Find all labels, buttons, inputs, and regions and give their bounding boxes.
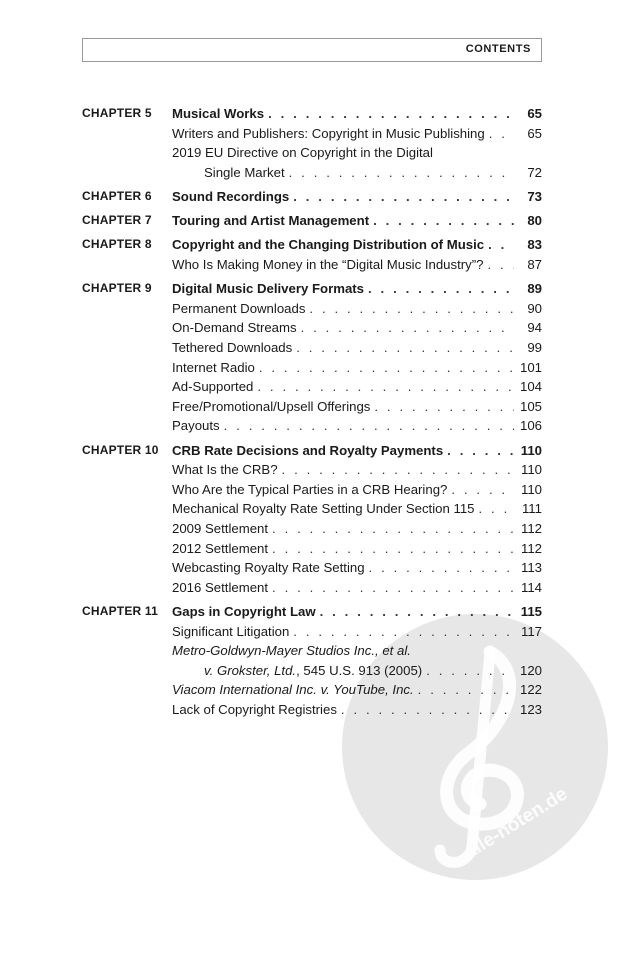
leader-dots [259, 358, 514, 377]
leader-dots [257, 377, 514, 396]
entry-title: 2019 EU Directive on Copyright in the Digital [172, 145, 433, 161]
page-number: 122 [519, 682, 542, 698]
page-number: 80 [527, 213, 542, 229]
page-number: 104 [519, 379, 542, 395]
leader-dots [451, 480, 514, 499]
entry-title: Who Is Making Money in the “Digital Music Industry”? [172, 257, 484, 272]
section-entry[interactable] [172, 416, 542, 435]
page-number: 87 [527, 257, 542, 272]
entry-title: Copyright and the Changing Distribution of Music [172, 237, 485, 253]
section-entry[interactable] [172, 480, 542, 499]
running-header [82, 38, 542, 62]
page-number: 110 [520, 462, 542, 478]
entry-title: Permanent Downloads [172, 300, 306, 316]
entry-title: Touring and Artist Management [172, 213, 370, 229]
page-number: 101 [519, 359, 542, 375]
section-entry[interactable] [172, 163, 542, 182]
leader-dots [368, 279, 514, 298]
section-entry[interactable] [172, 358, 542, 377]
chapter-title-entry[interactable] [172, 187, 542, 206]
page-number: 105 [519, 398, 542, 414]
entry-title: Payouts [172, 418, 220, 434]
chapter-label: CHAPTER 11 [82, 604, 159, 618]
section-entry[interactable] [172, 397, 542, 416]
chapter-label: CHAPTER 8 [82, 237, 152, 252]
page-number: 83 [527, 237, 542, 253]
chapter-label: CHAPTER 5 [82, 106, 152, 120]
chapter-title-entry[interactable] [172, 602, 542, 621]
chapter-title-entry[interactable] [172, 235, 542, 254]
page-number: 65 [527, 106, 542, 121]
entry-title: Free/Promotional/Upsell Offerings [172, 398, 371, 414]
leader-dots [224, 416, 514, 435]
section-entry[interactable] [172, 124, 542, 143]
entry-title: Single Market [204, 164, 285, 180]
section-entry[interactable] [172, 661, 542, 680]
entry-title: Tethered Downloads [172, 340, 293, 355]
entry-title: Digital Music Delivery Formats [172, 281, 365, 297]
leader-dots [369, 558, 514, 577]
page-number: 114 [520, 579, 542, 595]
page-number: 73 [527, 189, 542, 204]
section-entry[interactable] [172, 377, 542, 396]
entry-title: Writers and Publishers: Copyright in Music Publishing [172, 125, 485, 141]
page-number: 112 [520, 540, 542, 556]
entry-title: Webcasting Royalty Rate Setting [172, 560, 365, 576]
section-entry[interactable] [172, 519, 542, 538]
page-number: 89 [527, 281, 542, 297]
leader-dots [479, 499, 514, 518]
section-entry[interactable] [172, 558, 542, 577]
section-entry[interactable] [172, 143, 542, 162]
leader-dots [296, 338, 514, 357]
section-entry[interactable] [172, 318, 542, 337]
section-entry[interactable] [172, 539, 542, 558]
leader-dots [341, 700, 514, 719]
running-header-label: CONTENTS [465, 43, 531, 55]
entry-title: On-Demand Streams [172, 320, 297, 336]
entry-title: 2009 Settlement [172, 521, 269, 536]
entry-title: 2016 Settlement [172, 579, 269, 595]
leader-dots [301, 318, 514, 337]
leader-dots [293, 622, 514, 641]
entry-title: Gaps in Copyright Law [172, 604, 316, 619]
section-entry[interactable] [172, 680, 542, 699]
page-number: 120 [519, 662, 542, 678]
page-number: 72 [527, 164, 542, 180]
entry-title: Viacom International Inc. v. YouTube, Inc. [172, 682, 414, 698]
entry-title: Mechanical Royalty Rate Setting Under Section 115 [172, 501, 475, 517]
section-entry[interactable] [172, 700, 542, 719]
entry-title: Metro-Goldwyn-Mayer Studios Inc., et al. [172, 643, 411, 659]
chapter-title-entry[interactable] [172, 279, 542, 298]
entry-title: Internet Radio [172, 359, 255, 375]
leader-dots [282, 460, 514, 479]
section-entry[interactable] [172, 255, 542, 274]
page-number: 113 [520, 560, 542, 576]
leader-dots [272, 578, 514, 597]
entry-title: 2012 Settlement [172, 540, 269, 556]
leader-dots [487, 255, 514, 274]
section-entry[interactable] [172, 338, 542, 357]
leader-dots [373, 211, 514, 230]
page-number: 65 [527, 125, 542, 141]
leader-dots [426, 661, 514, 680]
page-number: 112 [520, 521, 542, 536]
leader-dots [418, 680, 514, 699]
section-entry[interactable] [172, 299, 542, 318]
page-number: 111 [521, 501, 542, 517]
leader-dots [374, 397, 514, 416]
chapter-label: CHAPTER 6 [82, 189, 152, 203]
page-number: 110 [520, 442, 542, 458]
leader-dots [268, 104, 514, 123]
section-entry[interactable] [172, 641, 542, 660]
entry-title: Ad-Supported [172, 379, 254, 395]
leader-dots [272, 539, 514, 558]
chapter-label: CHAPTER 7 [82, 213, 152, 228]
chapter-title-entry[interactable] [172, 104, 542, 123]
entry-title: Lack of Copyright Registries [172, 702, 337, 717]
chapter-label: CHAPTER 10 [82, 442, 159, 457]
watermark-text: alle-noten.de [460, 783, 572, 864]
section-entry[interactable] [172, 578, 542, 597]
entry-title: Sound Recordings [172, 189, 290, 204]
entry-title: Who Are the Typical Parties in a CRB Hearing? [172, 481, 448, 497]
page-number: 110 [520, 481, 542, 497]
leader-dots [272, 519, 514, 538]
section-entry[interactable] [172, 622, 542, 641]
entry-title: v. Grokster, Ltd., 545 U.S. 913 (2005) [204, 662, 423, 678]
page-number: 94 [527, 320, 542, 336]
section-entry[interactable] [172, 460, 542, 479]
page-number: 90 [527, 300, 542, 316]
chapter-title-entry[interactable] [172, 441, 542, 460]
page-number: 115 [520, 604, 542, 619]
entry-title: Musical Works [172, 106, 265, 121]
leader-dots [320, 602, 514, 621]
entry-title: CRB Rate Decisions and Royalty Payments [172, 442, 444, 458]
entry-title: Significant Litigation [172, 623, 290, 639]
entry-title: What Is the CRB? [172, 462, 278, 478]
page-number: 99 [527, 340, 542, 355]
leader-dots [488, 235, 514, 254]
leader-dots [289, 163, 514, 182]
page-number: 123 [519, 702, 542, 717]
leader-dots [309, 299, 514, 318]
leader-dots [489, 124, 514, 143]
page-number: 117 [520, 623, 542, 639]
chapter-title-entry[interactable] [172, 211, 542, 230]
chapter-label: CHAPTER 9 [82, 281, 152, 296]
leader-dots [293, 187, 514, 206]
leader-dots [447, 441, 514, 460]
page-number: 106 [519, 418, 542, 434]
section-entry[interactable] [172, 499, 542, 518]
